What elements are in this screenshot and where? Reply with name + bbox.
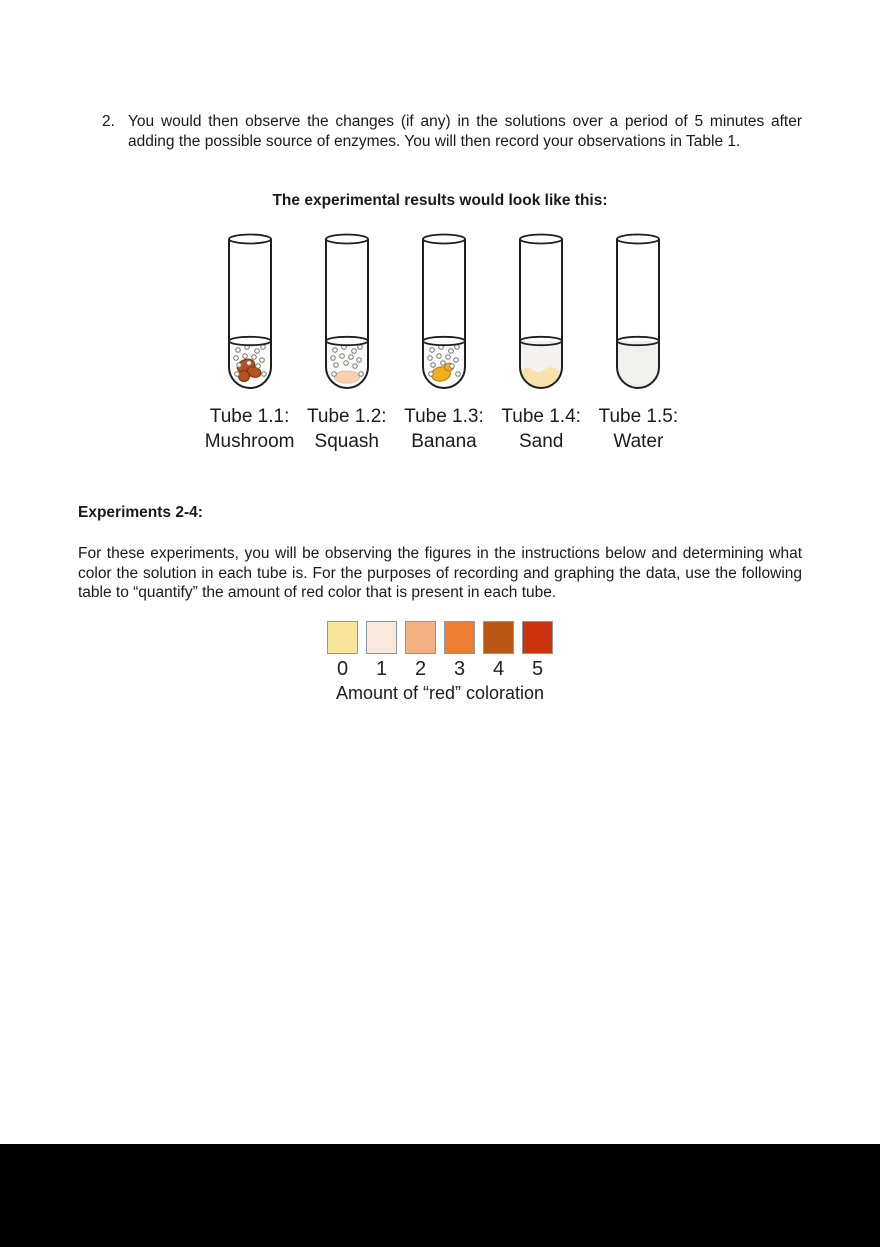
section-paragraph: For these experiments, you will be observing the figures in the instructions below and determining what color the solution in each tube is. For the purposes of recording and graphing the data, use the following table to “quantify” the amount of red color that is present in each tube. (78, 545, 802, 601)
tube-content-label: Banana (411, 431, 477, 452)
color-swatch (405, 621, 436, 654)
test-tube-illustration (516, 229, 566, 395)
tube (298, 229, 395, 454)
tube (395, 229, 492, 454)
test-tube-illustration (419, 229, 469, 395)
tube-id: Tube 1.5: (598, 406, 679, 427)
color-swatch (444, 621, 475, 654)
color-swatch (522, 621, 553, 654)
color-scale (327, 621, 553, 704)
color-swatch-value: 1 (375, 658, 388, 680)
tube-content-label: Squash (314, 431, 379, 452)
tube-content-label: Mushroom (204, 431, 295, 452)
color-swatch (483, 621, 514, 654)
tube (201, 229, 298, 454)
tube-figure (201, 229, 687, 454)
color-swatch-value: 5 (531, 658, 544, 680)
color-scale-value-row (327, 658, 553, 681)
figure-title: The experimental results would look like this: (272, 192, 608, 209)
color-scale-swatch-row (327, 621, 553, 654)
instruction-text: You would then observe the changes (if any) in the solutions over a period of 5 minutes after adding the possible source of enzymes. You will then record your observations in Table 1. (128, 113, 802, 150)
tube-id: Tube 1.3: (404, 406, 484, 427)
color-swatch (327, 621, 358, 654)
test-tube-illustration (613, 229, 663, 395)
tube-contents-blob (334, 371, 359, 383)
color-swatch-value: 4 (492, 658, 505, 680)
instruction-number: 2. (102, 113, 115, 130)
section-heading: Experiments 2-4: (78, 504, 203, 521)
tube-content-label: Sand (518, 431, 564, 452)
color-swatch-value: 2 (414, 658, 427, 680)
test-tube-illustration (322, 229, 372, 395)
page-bottom-black-bar (0, 1144, 880, 1247)
color-swatch-value: 3 (453, 658, 466, 680)
tube-id: Tube 1.2: (306, 406, 387, 427)
color-swatch-value: 0 (336, 658, 349, 680)
tube-id: Tube 1.1: (209, 406, 290, 427)
tube (590, 229, 687, 454)
color-swatch (366, 621, 397, 654)
color-scale-caption: Amount of “red” coloration (335, 683, 545, 703)
instruction-item (78, 112, 802, 152)
tube (493, 229, 590, 454)
test-tube-illustration (225, 229, 275, 395)
tube-content-label: Water (613, 431, 664, 452)
tube-id: Tube 1.4: (501, 406, 581, 427)
